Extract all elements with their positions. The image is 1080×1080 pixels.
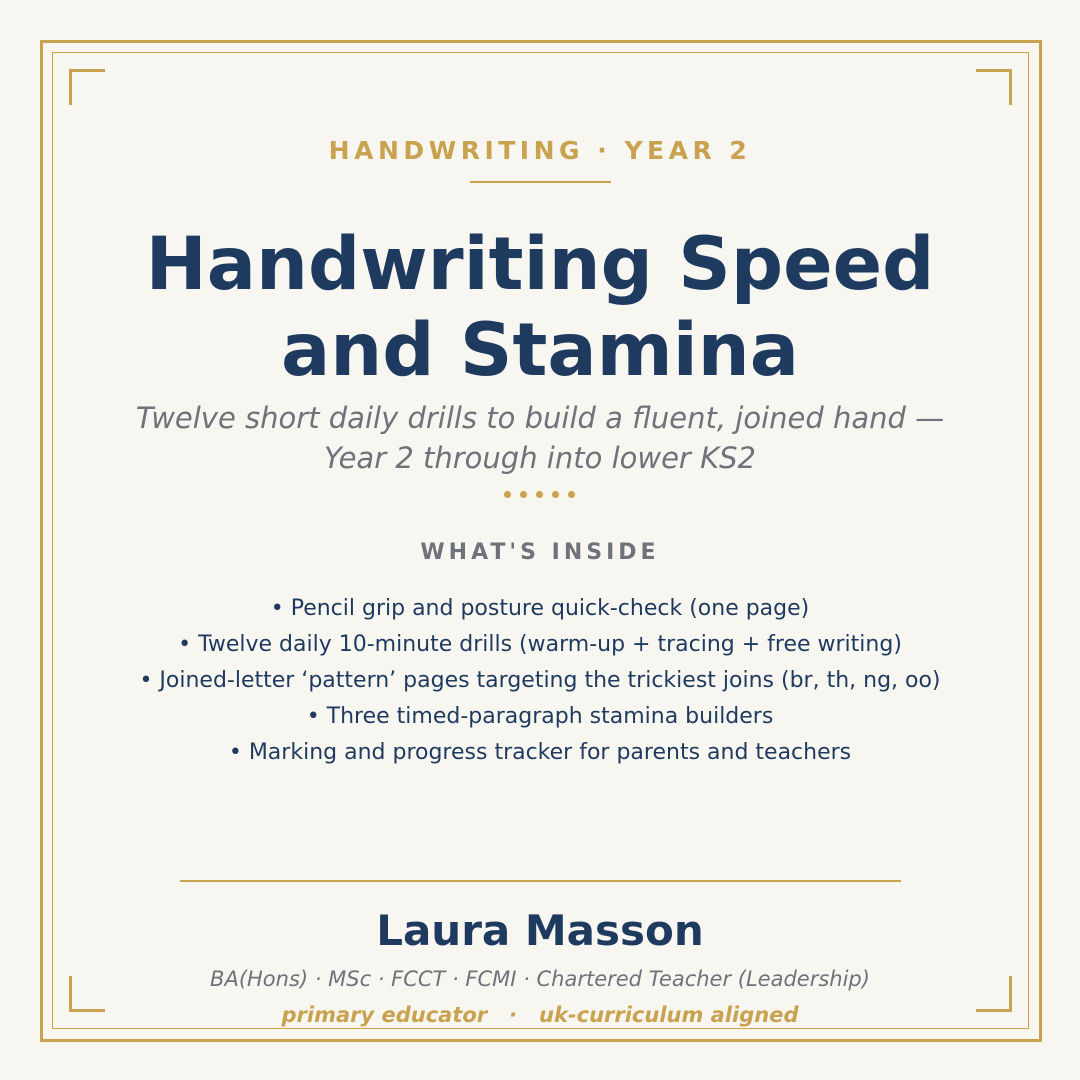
dot-divider — [504, 491, 575, 498]
list-item: • Joined-letter ‘pattern’ pages targeting the trickiest joins (br, th, ng, oo) — [139, 668, 941, 693]
list-item: • Pencil grip and posture quick-check (one page) — [270, 596, 810, 621]
title-line-2: and Stamina — [281, 308, 799, 393]
subtitle-line-2: Year 2 through into lower KS2 — [324, 441, 756, 475]
divider-dot — [520, 491, 527, 498]
divider-dot — [552, 491, 559, 498]
section-heading: WHAT'S INSIDE — [420, 540, 660, 565]
eyebrow-divider — [470, 181, 611, 183]
author-name: Laura Masson — [376, 906, 704, 955]
list-item: • Marking and progress tracker for parents and teachers — [228, 740, 852, 765]
contents-list — [110, 591, 970, 771]
corner-ornament-top-right — [976, 69, 1012, 105]
eyebrow-label: HANDWRITING · YEAR 2 — [328, 136, 752, 165]
list-item: • Three timed-paragraph stamina builders — [306, 704, 774, 729]
subtitle — [0, 398, 1080, 478]
divider-dot — [504, 491, 511, 498]
author-tags: primary educator · uk-curriculum aligned — [281, 1003, 799, 1027]
corner-ornament-top-left — [69, 69, 105, 105]
list-item: • Twelve daily 10-minute drills (warm-up + tracing + free writing) — [178, 632, 902, 657]
author-credentials: BA(Hons) · MSc · FCCT · FCMI · Chartered Teacher (Leadership) — [210, 967, 870, 991]
title-line-1: Handwriting Speed — [145, 222, 935, 307]
subtitle-line-1: Twelve short daily drills to build a fluent, joined hand — — [135, 401, 945, 435]
divider-dot — [568, 491, 575, 498]
divider-dot — [536, 491, 543, 498]
footer-divider — [180, 880, 901, 882]
page-title — [0, 222, 1080, 394]
